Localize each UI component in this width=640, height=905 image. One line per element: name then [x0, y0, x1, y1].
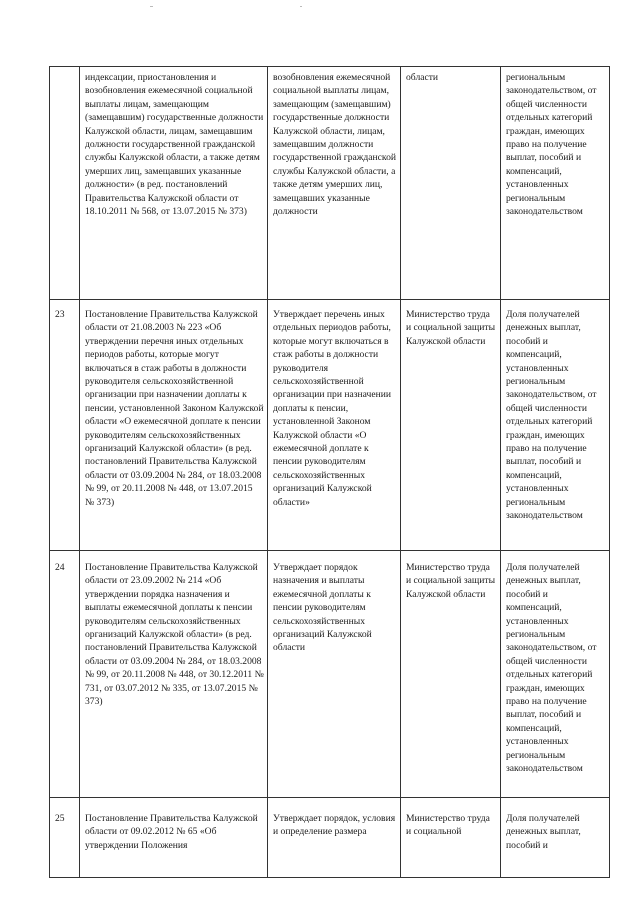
indicator: региональным законодательством, от общей численности отдельных категорий граждан, имеющих право на получение выплат, пособий и компенсаций, установленных региональным законодательством [501, 67, 610, 300]
responsible-body: Министерство труда и социальной [401, 798, 501, 878]
act-name: Постановление Правительства Калужской области от 09.02.2012 № 65 «Об утверждении Положения [80, 798, 268, 878]
table-row [50, 67, 610, 300]
scan-mark [150, 6, 153, 7]
table-row [50, 798, 610, 878]
responsible-body: Министерство труда и социальной защиты Калужской области [401, 300, 501, 551]
act-name: индексации, приостановления и возобновления ежемесячной социальной выплаты лицам, замещающим (замещавшим) государственные должности Калужской области, лицам, замещавшим должности государственной гражданской службы Калужской области, а также детям умерших лиц, замещавших указанные должности» (в ред. постановлений Правительства Калужской области от 18.10.2011 № 568, от 13.07.2015 № 373) [80, 67, 268, 300]
indicator: Доля получателей денежных выплат, пособий и [501, 798, 610, 878]
regulation-subject: возобновления ежемесячной социальной выплаты лицам, замещающим (замещавшим) государственные должности Калужской области, лицам, замещавшим должности государственной гражданской службы Калужской области, а также детям умерших лиц, замещавших указанные должности [268, 67, 401, 300]
responsible-body: области [401, 67, 501, 300]
row-number: 23 [50, 300, 80, 551]
regulation-subject: Утверждает перечень иных отдельных периодов работы, которые могут включаться в стаж работы в должности руководителя сельскохозяйственной организации при назначении доплаты к пенсии, установленной Законом Калужской области «О ежемесячной доплате к пенсии руководителям сельскохозяйственных организаций Калужской области» [268, 300, 401, 551]
table-row [50, 300, 610, 551]
responsible-body: Министерство труда и социальной защиты Калужской области [401, 551, 501, 798]
indicator: Доля получателей денежных выплат, пособий и компенсаций, установленных региональным законодательством, от общей численности отдельных категорий граждан, имеющих право на получение выплат, пособий и компенсаций, установленных региональным законодательством [501, 300, 610, 551]
indicator: Доля получателей денежных выплат, пособий и компенсаций, установленных региональным законодательством, от общей численности отдельных категорий граждан, имеющих право на получение выплат, пособий и компенсаций, установленных региональным законодательством [501, 551, 610, 798]
row-number [50, 67, 80, 300]
scan-mark [300, 6, 302, 7]
programs-table [49, 66, 610, 878]
regulation-subject: Утверждает порядок назначения и выплаты ежемесячной доплаты к пенсии руководителям сельскохозяйственных организаций Калужской области [268, 551, 401, 798]
table-row [50, 551, 610, 798]
regulation-subject: Утверждает порядок, условия и определение размера [268, 798, 401, 878]
act-name: Постановление Правительства Калужской области от 21.08.2003 № 223 «Об утверждении перечня иных отдельных периодов работы, которые могут включаться в стаж работы в должности руководителя сельскохозяйственной организации при назначении доплаты к пенсии, установленной Законом Калужской области «О ежемесячной доплате к пенсии руководителям сельскохозяйственных организаций Калужской области» (в ред. постановлений Правительства Калужской области от 03.09.2004 № 284, от 18.03.2008 № 99, от 20.11.2008 № 448, от 13.07.2015 № 373) [80, 300, 268, 551]
row-number: 25 [50, 798, 80, 878]
row-number: 24 [50, 551, 80, 798]
act-name: Постановление Правительства Калужской области от 23.09.2002 № 214 «Об утверждении порядка назначения и выплаты ежемесячной доплаты к пенсии руководителям сельскохозяйственных организаций Калужской области» (в ред. постановлений Правительства Калужской области от 03.09.2004 № 284, от 18.03.2008 № 99, от 20.11.2008 № 448, от 30.12.2011 № 731, от 03.07.2012 № 335, от 13.07.2015 № 373) [80, 551, 268, 798]
